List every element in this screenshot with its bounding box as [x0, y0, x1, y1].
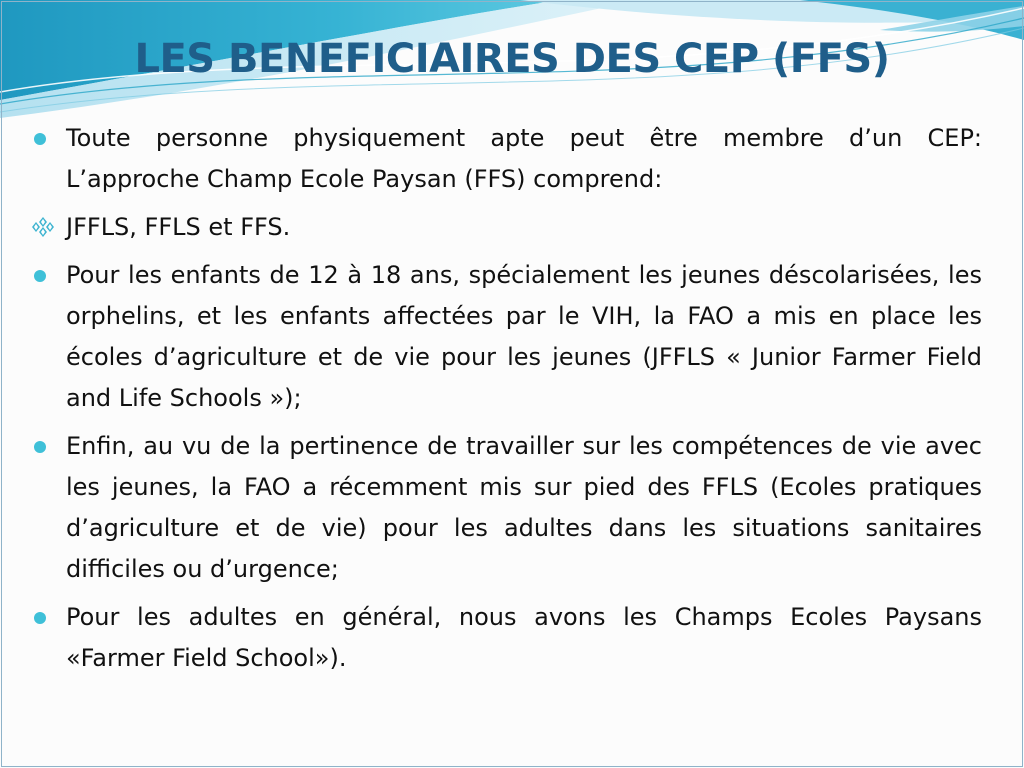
list-item-text: Toute personne physiquement apte peut être membre d’un CEP: L’approche Champ Ecole Paysan (FFS) comprend:: [66, 124, 982, 193]
list-item-text: Pour les enfants de 12 à 18 ans, spécialement les jeunes déscolarisées, les orphelins, et les enfants affectées par le VIH, la FAO a mis en place les écoles d’agriculture et de vie pour les jeunes (JFFLS « Junior Farmer Field and Life Schools »);: [66, 261, 982, 412]
dot-icon: [34, 441, 46, 453]
bullet-list: [30, 118, 982, 686]
dot-icon: [34, 270, 46, 282]
list-item: [30, 426, 982, 590]
dot-icon: [34, 612, 46, 624]
dot-icon: [34, 133, 46, 145]
list-item: [30, 118, 982, 200]
list-item-text: Enfin, au vu de la pertinence de travailler sur les compétences de vie avec les jeunes, la FAO a récemment mis sur pied des FFLS (Ecoles pratiques d’agriculture et de vie) pour les adultes dans les situations sanitaires difficiles ou d’urgence;: [66, 432, 982, 583]
list-item: [30, 597, 982, 679]
diamond-icon: [30, 216, 56, 238]
list-item-text: JFFLS, FFLS et FFS.: [66, 213, 291, 241]
list-item: [30, 207, 982, 248]
slide-title: LES BENEFICIAIRES DES CEP (FFS): [134, 36, 890, 82]
list-item-text: Pour les adultes en général, nous avons les Champs Ecoles Paysans «Farmer Field School»).: [66, 603, 982, 672]
list-item: [30, 255, 982, 419]
